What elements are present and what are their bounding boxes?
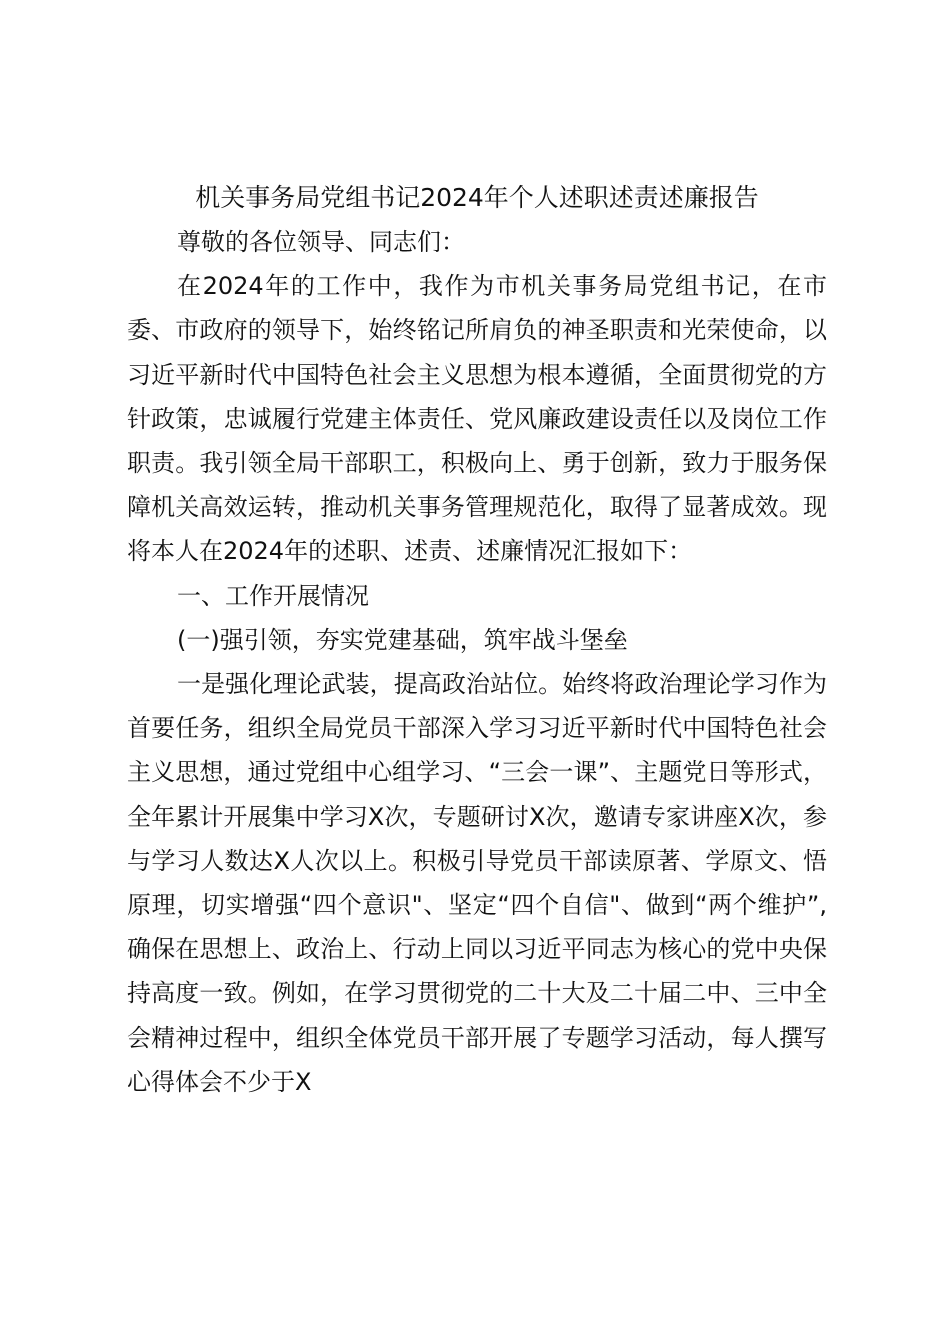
salutation: 尊敬的各位领导、同志们： bbox=[177, 228, 465, 256]
document-title: 机关事务局党组书记2024年个人述职述责述廉报告 bbox=[195, 183, 759, 212]
body-paragraph: 一是强化理论武装，提高政治站位。始终将政治理论学习作为首要任务，组织全局党员干部深入学习习近平新时代中国特色社会主义思想，通过党组中心组学习、“三会一课”、主题党日等形式，全年累计开展集中学习X次，专题研讨X次，邀请专家讲座X次，参与学习人数达X人次以上。积极引导党员干部读原著、学原文、悟原理，切实增强“四个意识"、坚定“四个自信"、做到“两个维护”,确保在思想上、政治上、行动上同以习近平同志为核心的党中央保持高度一致。例如，在学习贯彻党的二十大及二十届二中、三中全会精神过程中，组织全体党员干部开展了专题学习活动，每人撰写心得体会不少于X bbox=[127, 670, 827, 1096]
intro-paragraph: 在2024年的工作中，我作为市机关事务局党组书记，在市委、市政府的领导下，始终铭记所肩负的神圣职责和光荣使命，以习近平新时代中国特色社会主义思想为根本遵循，全面贯彻党的方针政策，忠诚履行党建主体责任、党风廉政建设责任以及岗位工作职责。我引领全局干部职工，积极向上、勇于创新，致力于服务保障机关高效运转，推动机关事务管理规范化，取得了显著成效。现将本人在2024年的述职、述责、述廉情况汇报如下： bbox=[127, 272, 827, 566]
subsection-heading: (一)强引领，夯实党建基础，筑牢战斗堡垒 bbox=[177, 625, 628, 654]
section-heading: 一、工作开展情况 bbox=[177, 581, 369, 610]
document-page bbox=[127, 176, 827, 1104]
